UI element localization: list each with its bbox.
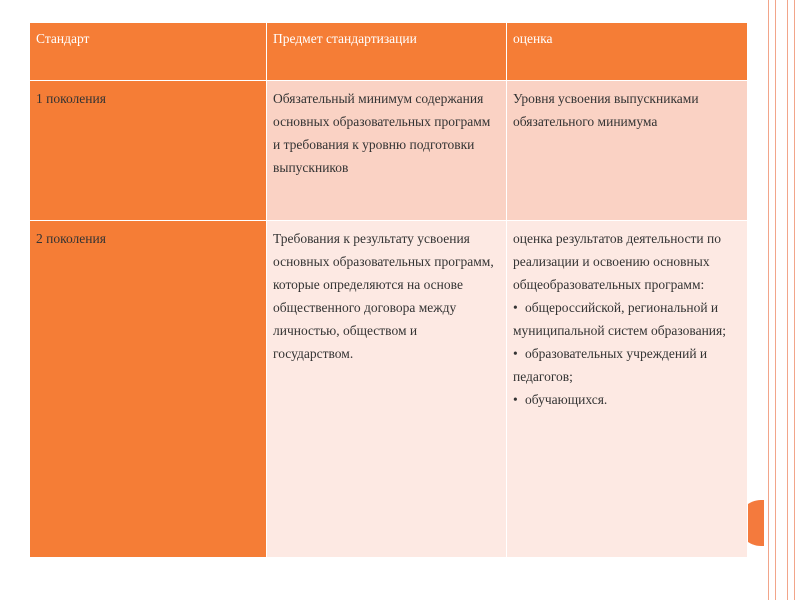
assessment-bullet-item xyxy=(513,388,741,411)
assessment-bullet-item xyxy=(513,296,741,342)
bullet-text: образовательных учреждений и педагогов; xyxy=(513,346,708,384)
row-generation-label: 2 поколения xyxy=(30,221,267,558)
bullet-dot-icon: • xyxy=(513,346,518,361)
bullet-text: общероссийской, региональной и муниципальной систем образования; xyxy=(513,300,726,338)
assessment-bullet-item xyxy=(513,342,741,388)
row-assessment-cell xyxy=(507,221,748,558)
row-subject-cell: Требования к результату усвоения основных образовательных программ, которые определяются на основе общественного договора между личностью, обществом и государством. xyxy=(267,221,507,558)
bullet-dot-icon: • xyxy=(513,300,518,315)
row-subject-cell: Обязательный минимум содержания основных образовательных программ и требования к уровню подготовки выпускников xyxy=(267,81,507,221)
decorative-line xyxy=(787,0,788,600)
decorative-line xyxy=(775,0,776,600)
decorative-line xyxy=(794,0,795,600)
standards-table xyxy=(29,22,748,558)
table-row xyxy=(30,81,748,221)
table-header-row xyxy=(30,23,748,81)
assessment-text: Уровня усвоения выпускниками обязательного минимума xyxy=(513,91,699,129)
bullet-dot-icon: • xyxy=(513,392,518,407)
table-row xyxy=(30,221,748,558)
header-assessment: оценка xyxy=(507,23,748,81)
assessment-text: оценка результатов деятельности по реализации и освоению основных общеобразовательных программ: xyxy=(513,231,721,292)
row-assessment-cell xyxy=(507,81,748,221)
decorative-line xyxy=(768,0,769,600)
header-subject: Предмет стандартизации xyxy=(267,23,507,81)
header-standard: Стандарт xyxy=(30,23,267,81)
bullet-text: обучающихся. xyxy=(525,392,608,407)
row-generation-label: 1 поколения xyxy=(30,81,267,221)
